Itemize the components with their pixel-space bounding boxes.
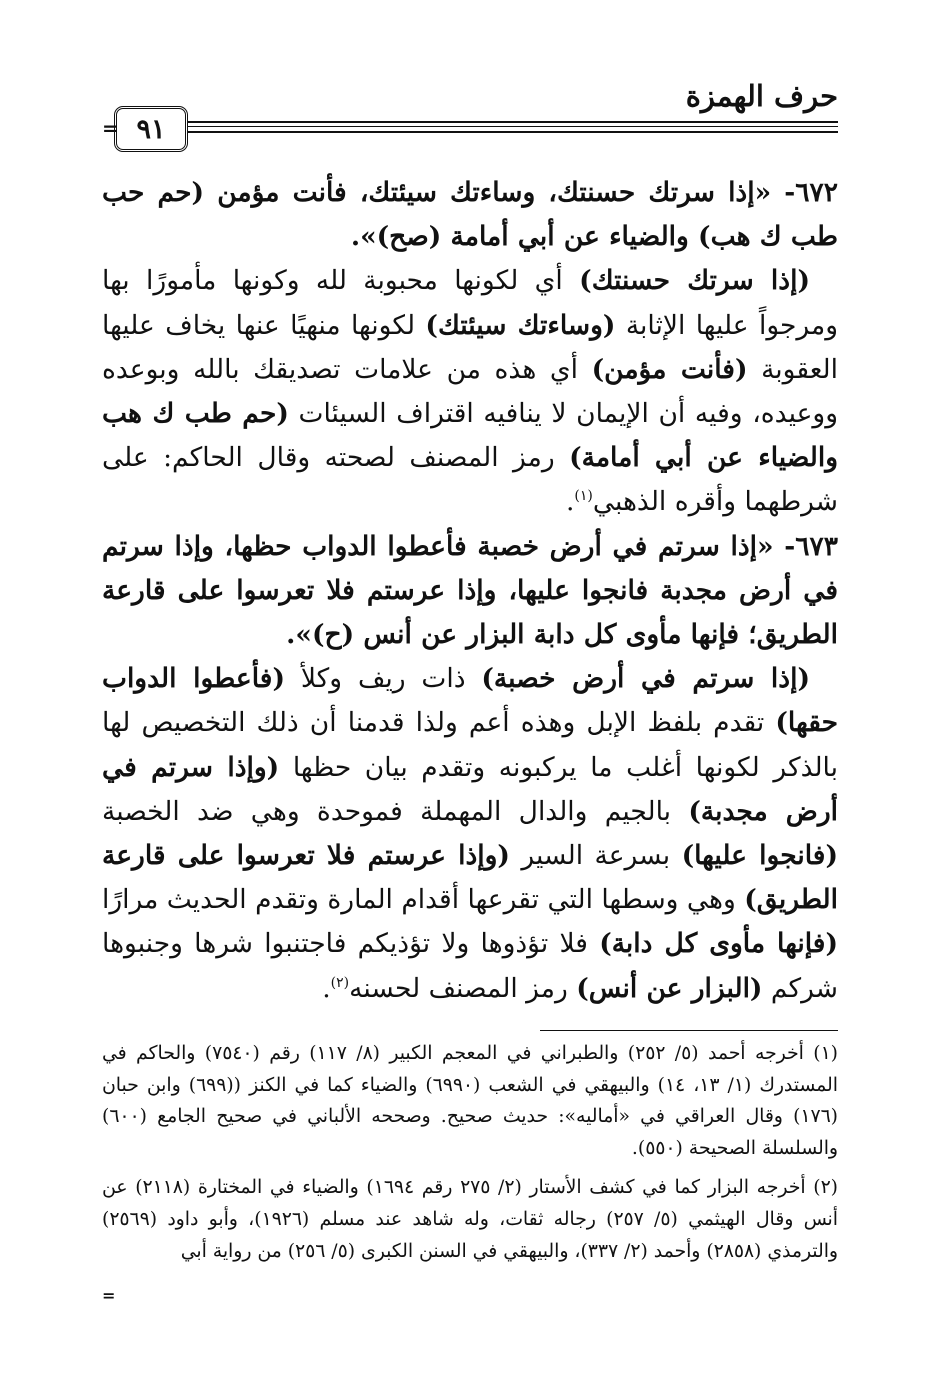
commentary-text: بسرعة السير — [509, 840, 682, 872]
quote: (فإنها مأوى كل دابة) — [599, 928, 839, 960]
commentary-text: أي لكونها محبوبة لله وكونها مأمورًا بها ومرجواً عليها الإثابة — [102, 265, 839, 341]
header-rule-line — [188, 131, 838, 133]
quote: (حم طب ك هب والضياء عن أبي أمامة) — [102, 398, 838, 474]
hadith-number: ٦٧٢- — [771, 177, 838, 208]
commentary-text: . — [565, 486, 575, 518]
commentary-text: ذات ريف وكلأ — [285, 663, 482, 695]
commentary-text: رمز المصنف لحسنه — [349, 972, 577, 1004]
header-rule — [102, 104, 838, 156]
quote: (إذا سرتك حسنتك) — [579, 265, 810, 297]
commentary-text: وهي وسطها التي تقرعها أقدام المارة وتقدم الحديث مرارًا — [102, 884, 745, 916]
quote: (وإذا سرتم في أرض مجدبة) — [102, 751, 838, 827]
commentary-673 — [102, 657, 838, 1011]
commentary-text: تقدم بلفظ الإبل وهذه أعم ولذا قدمنا أن ذلك التخصيص لها بالذكر لكونها أغلب ما يركبونه وتقدم بيان حظها — [102, 707, 838, 783]
page-number: ٩١ — [114, 106, 188, 152]
quote: (فأنت مؤمن) — [591, 353, 748, 385]
quote: (فأعطوا الدواب حقها) — [102, 663, 838, 739]
commentary-text: فلا تؤذوها ولا تؤذيكم فاجتنبوا شرها وجنبوها شركم — [102, 928, 838, 1004]
quote: (البزار عن أنس) — [576, 972, 763, 1004]
quote: (وساءتك سيئتك) — [425, 309, 616, 341]
hadith-text: «إذا سرتم في أرض خصبة فأعطوا الدواب حظها، وإذا سرتم في أرض مجدبة فانجوا عليها، وإذا عرستم فلا تعرسوا على قارعة الطريق؛ فإنها مأوى كل دابة البزار عن أنس (ح)». — [102, 530, 838, 651]
continuation-mark: = — [102, 1286, 116, 1305]
hadith-text: «إذا سرتك حسنتك، وساءتك سيئتك، فأنت مؤمن (حم حب طب ك هب) والضياء عن أبي أمامة (صح)». — [102, 177, 838, 253]
hadith-672 — [102, 171, 838, 259]
footnote-separator — [540, 1030, 838, 1031]
header-mark: = — [102, 116, 119, 140]
commentary-672 — [102, 259, 838, 524]
hadith-number: ٦٧٣- — [773, 530, 838, 562]
footnotes — [102, 1038, 838, 1267]
quote: (فانجوا عليها) — [681, 840, 839, 872]
commentary-text: أي هذه من علامات تصديقك بالله وبوعده ووعيده، وفيه أن الإيمان لا ينافيه اقتراف السيئات — [102, 353, 838, 430]
quote: (إذا سرتم في أرض خصبة) — [481, 663, 810, 695]
commentary-text: . — [322, 972, 331, 1004]
hadith-673 — [102, 525, 838, 658]
commentary-text: لكونها منهيًا عنها يخاف عليها العقوبة — [102, 309, 838, 385]
quote: (وإذا عرستم فلا تعرسوا على قارعة الطريق) — [102, 840, 838, 916]
footnote-2: (٢) أخرجه البزار كما في كشف الأستار (٢/ ٢٧٥ رقم ١٦٩٤) والضياء في المختارة (٢١١٨) عن أنس وقال الهيثمي (٥/ ٢٥٧) رجاله ثقات، وله شاهد عند مسلم (١٩٢٦)، وأبو داود (٢٥٦٩) والترمذي (٢٨٥٨) وأحمد (٢/ ٣٣٧)، والبيهقي في السنن الكبرى (٥/ ٢٥٦) من رواية أبي — [102, 1177, 838, 1262]
header-rule-line — [188, 126, 838, 127]
chapter-title: حرف الهمزة — [685, 79, 838, 113]
main-text — [102, 171, 838, 1011]
footnote-1: (١) أخرجه أحمد (٥/ ٢٥٢) والطبراني في المعجم الكبير (٨/ ١١٧) رقم (٧٥٤٠) والحاكم في المستدرك (١/ ١٣، ١٤) والبيهقي في الشعب (٦٩٩٠) والضياء كما في الكنز ((٦٩٩) وابن حبان (١٧٦) وقال العراقي في «أماليه»: حديث صحيح. وصححه الألباني في صحيح الجامع (٦٠٠) والسلسلة الصحيحة (٥٥٠). — [102, 1043, 838, 1159]
footnote-ref[interactable]: (٢) — [330, 974, 350, 991]
header-rule-line — [188, 121, 838, 123]
commentary-text: رمز المصنف لصحته وقال الحاكم: على شرطهما وأقره الذهبي — [102, 442, 838, 518]
commentary-text: بالجيم والدال المهملة فموحدة وهي ضد الخصبة — [102, 795, 689, 827]
footnote-ref[interactable]: (١) — [574, 488, 593, 505]
